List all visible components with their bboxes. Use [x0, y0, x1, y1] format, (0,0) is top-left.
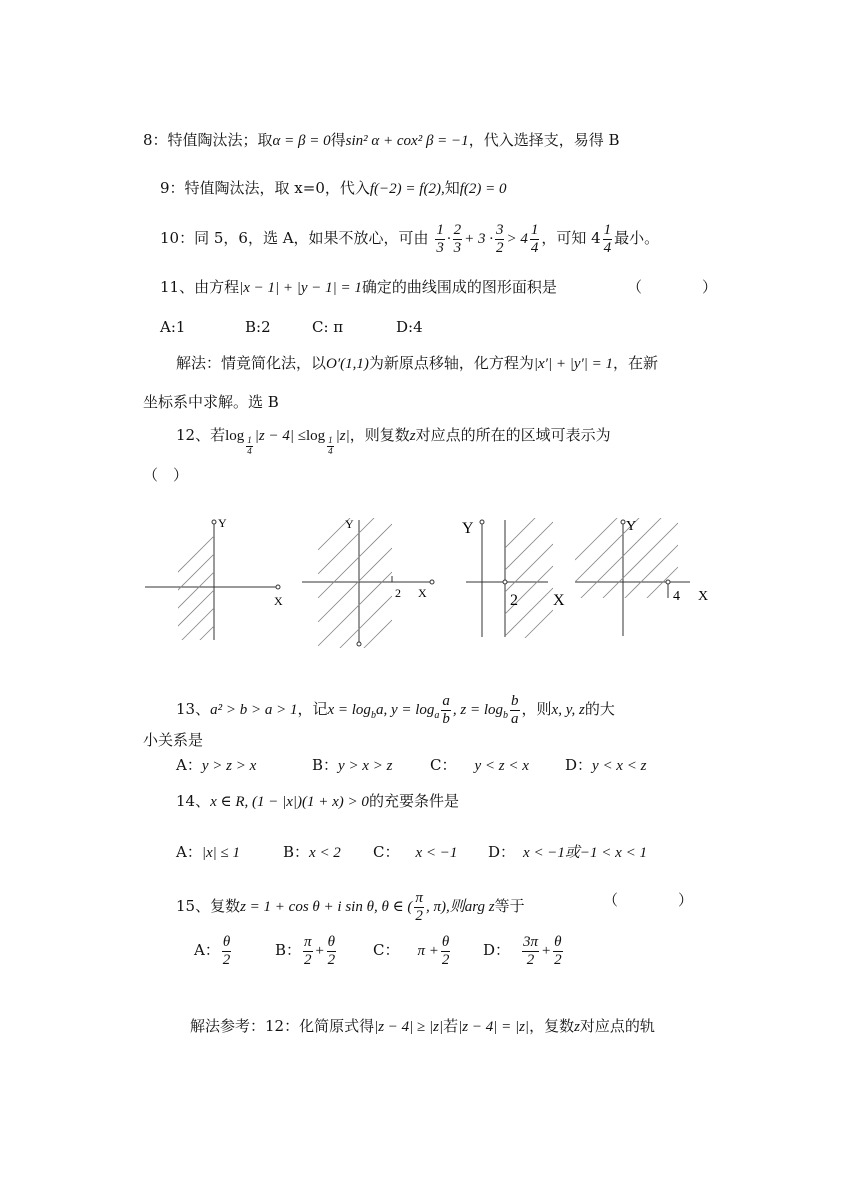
line-14 [176, 794, 459, 810]
math: x = log [327, 702, 371, 718]
label: B： [283, 843, 310, 861]
math-subscript: b [503, 710, 509, 721]
numerator: π [304, 934, 312, 950]
math: y > x > z [338, 758, 393, 774]
numerator: θ [554, 934, 562, 950]
text: 解法参考：12：化简原式得 [190, 1017, 375, 1035]
line-13 [176, 693, 615, 727]
math: z = 1 + cos θ + i sin θ, θ ∈ ( [240, 899, 413, 915]
text: 若 [443, 1017, 459, 1035]
text: 的大 [584, 700, 615, 718]
math: > 4 [506, 231, 528, 247]
solution-reference [190, 1019, 655, 1035]
numerator: 1 [436, 222, 444, 238]
text: 15、复数 [176, 897, 241, 915]
denominator: 2 [304, 951, 312, 968]
denominator: 4 [603, 239, 612, 256]
fraction [495, 222, 505, 256]
math: |z| [335, 428, 350, 444]
denominator: 3 [453, 239, 462, 256]
math: + 3 · [464, 231, 493, 247]
text: ，可知 4 [541, 229, 601, 247]
math: log [225, 428, 245, 444]
math-subscript: b [370, 710, 376, 721]
math: |z − 4| ≤ [254, 428, 306, 444]
y-axis-label: Y [462, 520, 474, 537]
option-c [373, 934, 452, 968]
math: x, y, z [551, 702, 585, 718]
fraction [222, 934, 231, 968]
x-axis-label: X [553, 592, 565, 609]
denominator: 2 [327, 951, 336, 968]
numerator: 1 [247, 435, 252, 446]
math: O′(1,1) [326, 356, 369, 372]
denominator: 2 [495, 239, 504, 256]
text: ，则 [521, 700, 552, 718]
log-base [327, 436, 334, 457]
x-axis-label: X [698, 589, 709, 604]
numerator: 1 [603, 222, 612, 238]
math: + [314, 943, 325, 959]
text: 解法：情竟简化法，以 [176, 354, 327, 372]
line-13-line2: 小关系是 [143, 731, 204, 749]
math: x < 2 [309, 845, 341, 861]
denominator: 2 [554, 951, 562, 968]
fraction [303, 934, 313, 968]
text: 对应点的轨 [579, 1017, 655, 1035]
math: z [409, 428, 416, 444]
math: x < −1或−1 < x < 1 [523, 845, 647, 861]
math: y < x < z [592, 758, 647, 774]
text: 得 [330, 131, 346, 149]
numerator: 2 [453, 222, 462, 238]
math: y > z > x [201, 758, 257, 774]
label: D： [488, 843, 516, 861]
line-11 [160, 280, 557, 296]
text: 等于 [494, 897, 525, 915]
math: f(−2) = f(2), [369, 181, 445, 197]
line-15 [176, 890, 525, 924]
math: , π),则 [425, 899, 465, 915]
math: log [305, 428, 326, 444]
label: A： [194, 941, 220, 959]
math: |x| ≤ 1 [201, 845, 240, 861]
line-9 [160, 181, 507, 197]
option-a [194, 934, 233, 968]
y-axis-label: Y [345, 517, 354, 531]
graph-d [575, 500, 708, 680]
math: y < z < x [474, 758, 529, 774]
text: ，代入选择支，易得 B [468, 131, 620, 149]
math: z [574, 1019, 580, 1035]
text: 为新原点移轴，化方程为 [368, 354, 534, 372]
option-d [488, 845, 647, 861]
numerator: a [442, 693, 450, 709]
y-axis-label: Y [218, 516, 227, 530]
label: C： [373, 941, 400, 959]
text: 10：同 5，6，选 A，如果不放心，可由 [160, 229, 429, 247]
numerator: θ [327, 934, 336, 950]
denominator: 4 [530, 239, 539, 256]
line-12 [176, 428, 611, 457]
solution-11 [176, 356, 658, 372]
math: α = β = 0 [272, 133, 331, 149]
numerator: 1 [530, 222, 539, 238]
text: 13、 [176, 700, 211, 718]
text: 8：特值陶汰法；取 [143, 131, 273, 149]
text: 9：特值陶汰法，取 x=0，代入 [160, 179, 370, 197]
text: 知 [444, 179, 460, 197]
solution-11-line2: 坐标系中求解。选 B [143, 393, 279, 411]
denominator: 2 [526, 951, 535, 968]
denominator: 2 [441, 951, 450, 968]
option-c [373, 845, 457, 861]
math: , z = log [452, 702, 504, 718]
fraction [435, 222, 445, 256]
text: 14、 [176, 792, 211, 810]
option-a [176, 758, 256, 774]
math: |z − 4| ≥ |z| [374, 1019, 444, 1035]
denominator: 3 [436, 239, 444, 256]
fraction [603, 222, 613, 256]
option-d: D:4 [396, 318, 423, 336]
line-10 [160, 222, 659, 256]
numerator: π [415, 890, 423, 906]
text: 确定的曲线围成的图形面积是 [361, 278, 557, 296]
fraction [441, 693, 451, 727]
option-d [565, 758, 646, 774]
math: x < −1 [415, 845, 458, 861]
fraction [553, 934, 562, 968]
option-c [430, 758, 529, 774]
option-b [283, 845, 341, 861]
text: ，复数 [529, 1017, 575, 1035]
numerator: 3 [495, 222, 504, 238]
label: C： [430, 756, 457, 774]
fraction [327, 934, 336, 968]
y-axis-label: Y [626, 519, 637, 534]
text: 的充要条件是 [368, 792, 459, 810]
option-graphs [0, 500, 860, 680]
math: · [446, 231, 451, 247]
math: |z − 4| = |z| [458, 1019, 530, 1035]
text: 11、由方程 [160, 278, 240, 296]
denominator: 4 [247, 446, 252, 456]
denominator: b [442, 710, 450, 727]
math: x ∈ R, (1 − |x|)(1 + x) > 0 [210, 794, 369, 810]
numerator: θ [222, 934, 231, 950]
option-a: A:1 [160, 318, 186, 336]
math: a, y = log [375, 702, 435, 718]
option-b [312, 758, 392, 774]
text: ，在新 [613, 354, 659, 372]
math: arg z [464, 899, 495, 915]
option-a [176, 845, 240, 861]
math: sin² α + cox² β = −1 [345, 133, 469, 149]
label: B： [275, 941, 302, 959]
label: A： [176, 756, 202, 774]
fraction [453, 222, 463, 256]
denominator: a [511, 710, 519, 727]
math: + [541, 943, 552, 959]
text: ，则复数 [349, 426, 410, 444]
label: C： [373, 843, 400, 861]
text: 对应点的所在的区域可表示为 [415, 426, 611, 444]
math: |x′| + |y′| = 1 [533, 356, 614, 372]
math: π + [417, 943, 439, 959]
log-base [246, 436, 253, 457]
label: D： [483, 941, 511, 959]
math: |x − 1| + |y − 1| = 1 [239, 280, 362, 296]
option-b: B:2 [245, 318, 271, 336]
x-axis-label: X [418, 586, 427, 600]
label: A： [176, 843, 202, 861]
option-d [483, 934, 565, 968]
option-c: C: π [312, 318, 344, 336]
fraction [522, 934, 539, 968]
text: 最小。 [614, 229, 660, 247]
graph-a [145, 516, 283, 680]
math-subscript: a [434, 710, 440, 721]
fraction [510, 693, 520, 727]
tick-label: 2 [510, 592, 518, 609]
tick-label: 4 [673, 589, 680, 604]
numerator: 3π [523, 934, 539, 950]
fraction [441, 934, 450, 968]
answer-paren: （ ） [143, 466, 189, 484]
math: a² > b > a > 1 [210, 702, 298, 718]
x-axis-label: X [274, 594, 283, 608]
line-8 [143, 133, 619, 149]
denominator: 2 [222, 951, 231, 968]
fraction [530, 222, 540, 256]
text: 12、若 [176, 426, 226, 444]
math: f(2) = 0 [459, 181, 507, 197]
numerator: 1 [328, 435, 333, 446]
label: B： [312, 756, 339, 774]
denominator: 4 [328, 446, 333, 456]
fraction [414, 890, 424, 924]
graph-b [302, 500, 434, 680]
denominator: 2 [415, 907, 423, 924]
text: ，记 [297, 700, 328, 718]
numerator: b [511, 693, 519, 709]
tick-label: 2 [395, 586, 401, 600]
graph-c [462, 500, 565, 658]
answer-paren: （ ） [603, 891, 694, 909]
option-b [275, 934, 338, 968]
answer-paren: （ ） [627, 278, 718, 296]
label: D： [565, 756, 593, 774]
numerator: θ [441, 934, 450, 950]
